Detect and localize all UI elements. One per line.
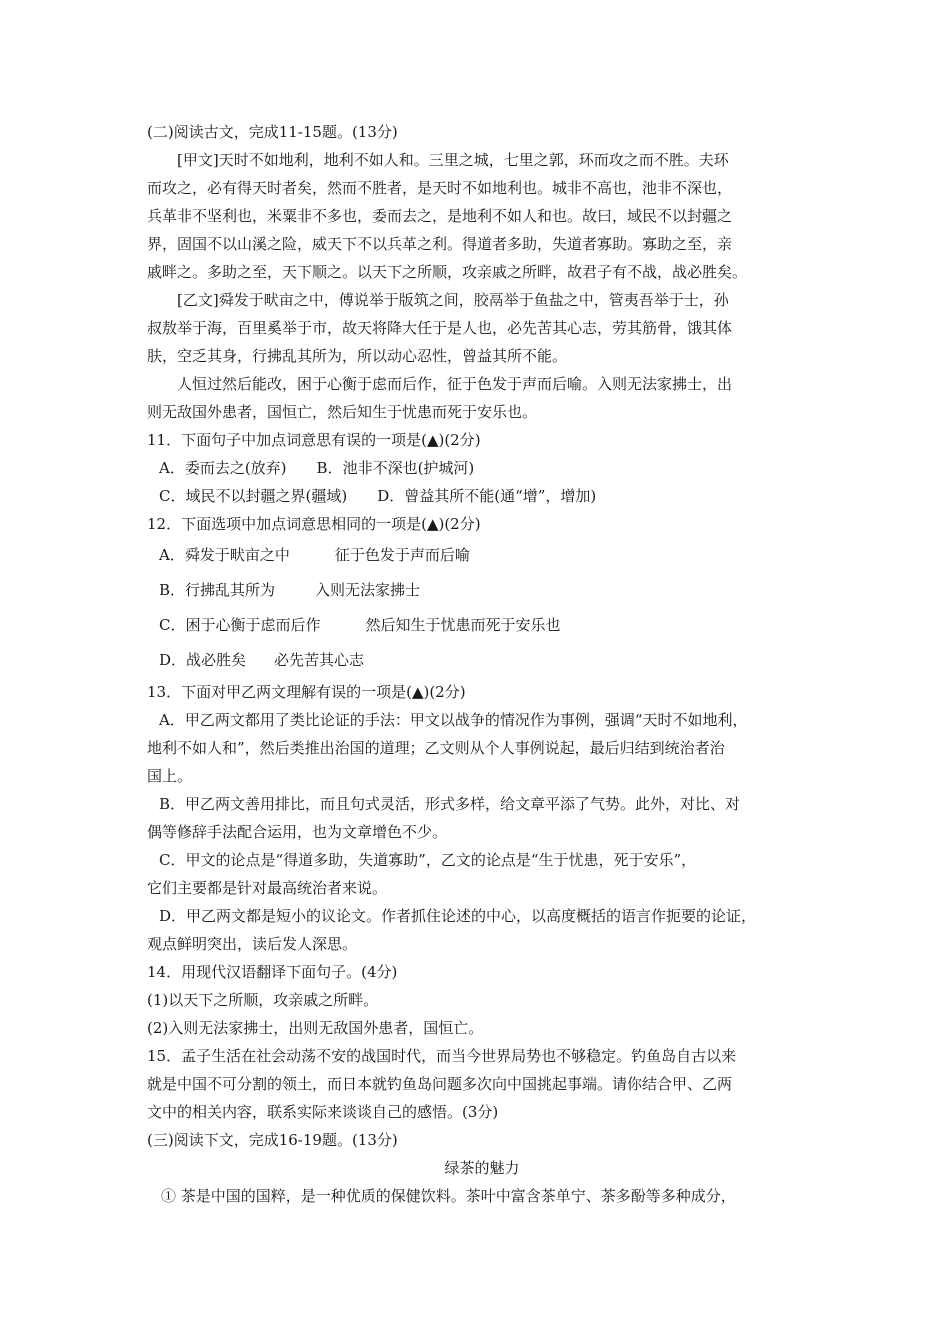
question-15-line-1: 15．孟子生活在社会动荡不安的战国时代，而当今世界局势也不够稳定。钓鱼岛自古以来 <box>147 1047 737 1065</box>
question-13-option-c-line-2: 它们主要都是针对最高统治者来说。 <box>147 879 388 897</box>
question-11-option-a: A．委而去之(放弃) <box>159 459 287 477</box>
jia-text-line-4: 界，固国不以山溪之险，威天下不以兵革之利。得道者多助，失道者寡助。寡助之至，亲 <box>147 235 733 253</box>
question-14-sentence-2: (2)入则无法家拂士，出则无敌国外患者，国恒亡。 <box>147 1019 484 1037</box>
question-12-option-d-left: D．战必胜矣 <box>159 651 247 669</box>
question-13-option-b-line-2: 偶等修辞手法配合运用，也为文章增色不少。 <box>147 823 448 841</box>
jia-text-line-2: 而攻之，必有得天时者矣，然而不胜者，是天时不如地利也。城非不高也，池非不深也， <box>147 179 733 197</box>
question-13-option-d-line-2: 观点鲜明突出，读后发人深思。 <box>147 935 358 953</box>
question-12-option-a-left: A．舜发于畎亩之中 <box>159 546 290 564</box>
section-3-title: (三)阅读下文，完成16-19题。(13分) <box>147 1131 398 1149</box>
article-title: 绿茶的魅力 <box>444 1159 520 1177</box>
question-11-options-cd <box>147 482 817 510</box>
question-13-stem: 13．下面对甲乙两文理解有误的一项是(▲)(2分) <box>147 683 466 701</box>
jia-text-line-3: 兵革非不坚利也，米粟非不多也，委而去之，是地利不如人和也。故曰，域民不以封疆之 <box>147 207 733 225</box>
jia-text-line-1: [甲文]天时不如地利，地利不如人和。三里之城，七里之郭，环而攻之而不胜。夫环 <box>177 151 729 169</box>
question-14-sentence-1: (1)以天下之所顺，攻亲戚之所畔。 <box>147 991 379 1009</box>
question-12-option-a-right: 征于色发于声而后喻 <box>334 546 470 564</box>
question-15-line-3: 文中的相关内容，联系实际来谈谈自己的感悟。(3分) <box>147 1103 499 1121</box>
question-15-line-2: 就是中国不可分割的领土，而日本就钓鱼岛问题多次向中国挑起事端。请你结合甲、乙两 <box>147 1075 733 1093</box>
question-11-option-b: B．池非不深也(护城河) <box>316 459 475 477</box>
question-11-stem: 11．下面句子中加点词意思有误的一项是(▲)(2分) <box>147 431 481 449</box>
question-11-options-ab <box>147 454 817 482</box>
question-14-stem: 14．用现代汉语翻译下面句子。(4分) <box>147 963 398 981</box>
question-12-option-d-right: 必先苦其心志 <box>274 651 365 669</box>
question-12-option-c-left: C．困于心衡于虑而后作 <box>159 616 321 634</box>
question-12-option-a <box>147 538 817 573</box>
yi-text-line-2: 叔敖举于海，百里奚举于市，故天将降大任于是人也，必先苦其心志，劳其筋骨，饿其体 <box>147 319 733 337</box>
yi-text-line-5: 则无敌国外患者，国恒亡，然后知生于忧患而死于安乐也。 <box>147 403 538 421</box>
question-12-option-d <box>147 643 817 678</box>
section-2-title: (二)阅读古文，完成11-15题。(13分) <box>147 123 398 141</box>
question-12-option-c-right: 然后知生于忧患而死于安乐也 <box>365 616 561 634</box>
yi-text-line-3: 肤，空乏其身，行拂乱其所为，所以动心忍性，曾益其所不能。 <box>147 347 568 365</box>
question-12-stem: 12．下面选项中加点词意思相同的一项是(▲)(2分) <box>147 515 481 533</box>
question-13-option-a-line-1: A．甲乙两文都用了类比论证的手法：甲文以战争的情况作为事例，强调“天时不如地利， <box>159 711 748 729</box>
question-12-option-c <box>147 608 817 643</box>
question-12-option-b-left: B．行拂乱其所为 <box>159 581 276 599</box>
question-12-option-b-right: 入则无法家拂士 <box>315 581 421 599</box>
yi-text-line-4: 人恒过然后能改，困于心衡于虑而后作，征于色发于声而后喻。入则无法家拂士，出 <box>177 375 733 393</box>
question-11-option-d: D．曾益其所不能(通“增”，增加) <box>377 487 597 505</box>
question-12-option-b <box>147 573 817 608</box>
question-13-option-a-line-3: 国上。 <box>147 767 193 785</box>
question-13-option-d-line-1: D．甲乙两文都是短小的议论文。作者抓住论述的中心，以高度概括的语言作扼要的论证， <box>159 907 757 925</box>
question-11-option-c: C．域民不以封疆之界(疆域) <box>159 487 348 505</box>
jia-text-line-5: 戚畔之。多助之至，天下顺之。以天下之所顺，攻亲戚之所畔，故君子有不战，战必胜矣。 <box>147 263 748 281</box>
exam-page <box>147 118 817 1210</box>
question-13-option-c-line-1: C．甲文的论点是“得道多助，失道寡助”，乙文的论点是“生于忧患，死于安乐”， <box>159 851 697 869</box>
yi-text-line-1: [乙文]舜发于畎亩之中，傅说举于版筑之间，胶鬲举于鱼盐之中，管夷吾举于士，孙 <box>177 291 729 309</box>
question-13-option-b-line-1: B．甲乙两文善用排比，而且句式灵活，形式多样，给文章平添了气势。此外，对比、对 <box>159 795 741 813</box>
article-paragraph-1: ① 茶是中国的国粹，是一种优质的保健饮料。茶叶中富含茶单宁、茶多酚等多种成分， <box>161 1187 736 1205</box>
question-13-option-a-line-2: 地利不如人和”，然后类推出治国的道理；乙文则从个人事例说起，最后归结到统治者治 <box>147 739 725 757</box>
